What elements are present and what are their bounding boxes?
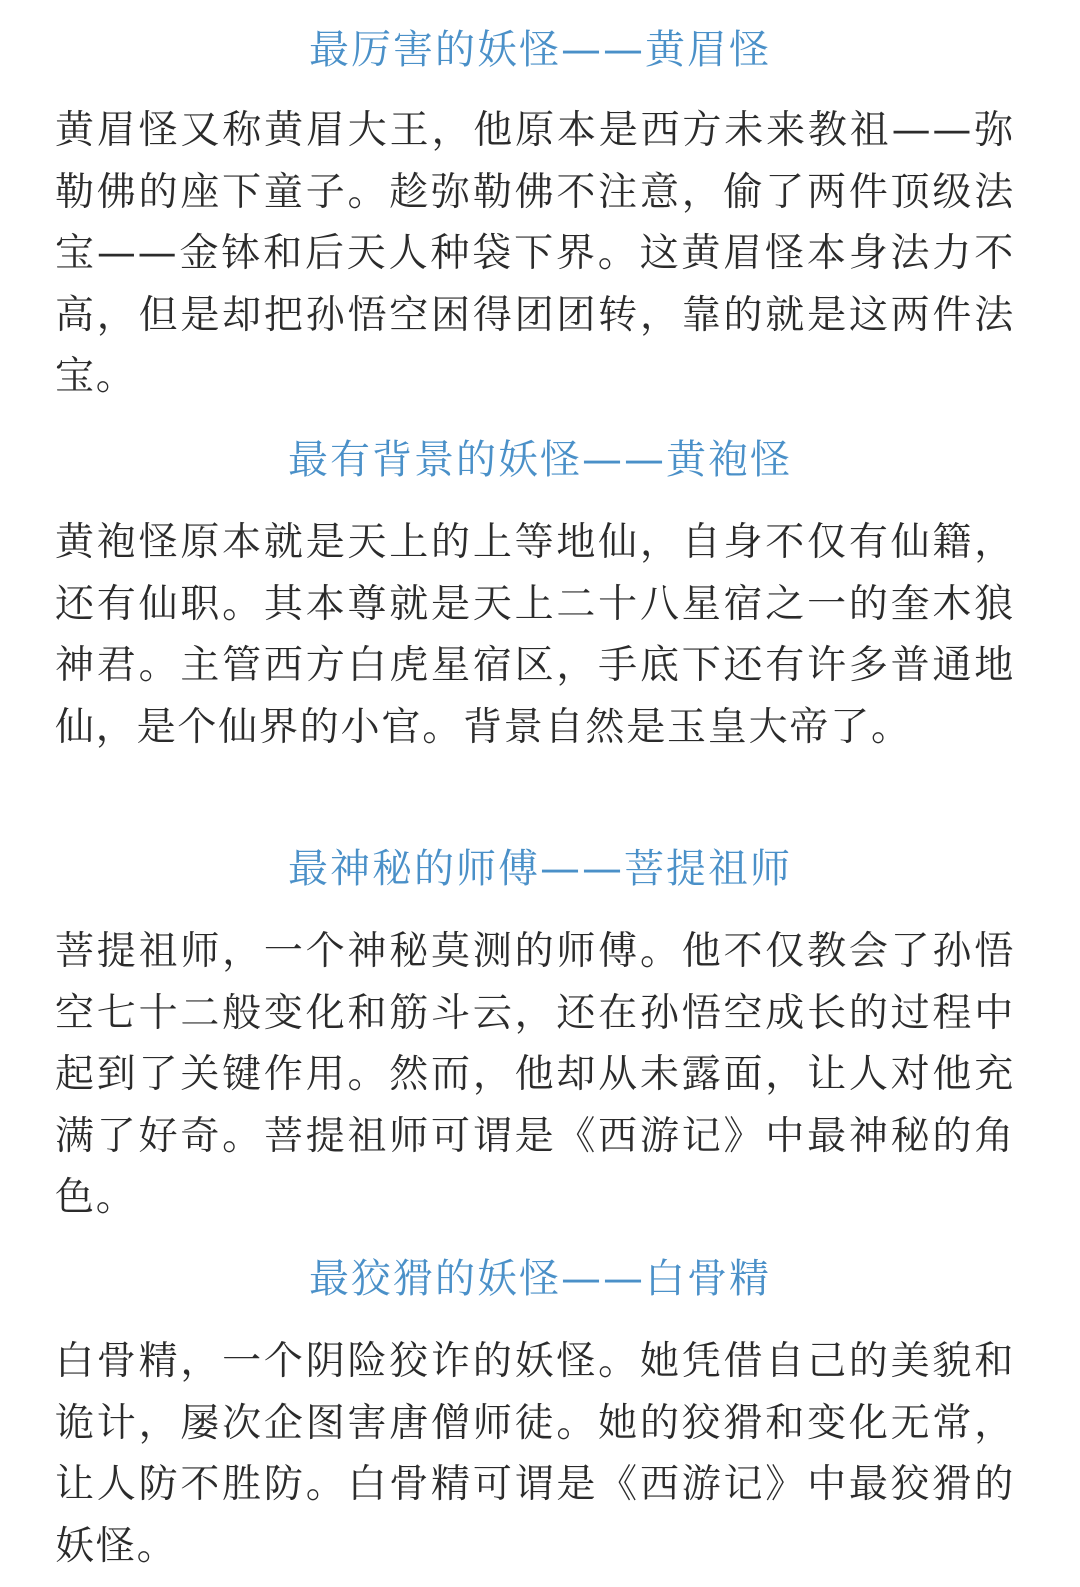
section-title-puti-zushi: 最神秘的师傅——菩提祖师 bbox=[288, 846, 792, 892]
section-body-puti-zushi: 菩提祖师，一个神秘莫测的师傅。他不仅教会了孙悟空七十二般变化和筋斗云，还在孙悟空成长的过程中起到了关键作用。然而，他却从未露面，让人对他充满了好奇。菩提祖师可谓是《西游记》中最神秘的角色。 bbox=[55, 929, 1015, 1220]
section-title-baigujing: 最狡猾的妖怪——白骨精 bbox=[309, 1256, 771, 1302]
section-body-huangpaoguai: 黄袍怪原本就是天上的上等地仙，自身不仅有仙籍，还有仙职。其本尊就是天上二十八星宿之一的奎木狼神君。主管西方白虎星宿区，手底下还有许多普通地仙，是个仙界的小官。背景自然是玉皇大帝了。 bbox=[55, 520, 1015, 750]
section-body-baigujing: 白骨精，一个阴险狡诈的妖怪。她凭借自己的美貌和诡计，屡次企图害唐僧师徒。她的狡猾和变化无常，让人防不胜防。白骨精可谓是《西游记》中最狡猾的妖怪。 bbox=[55, 1339, 1015, 1569]
section-title-huangpaoguai: 最有背景的妖怪——黄袍怪 bbox=[288, 437, 792, 483]
section-title-huangmeiguai: 最厉害的妖怪——黄眉怪 bbox=[309, 27, 771, 73]
section-body-huangmeiguai: 黄眉怪又称黄眉大王，他原本是西方未来教祖——弥勒佛的座下童子。趁弥勒佛不注意，偷了两件顶级法宝——金钵和后天人种袋下界。这黄眉怪本身法力不高，但是却把孙悟空困得团团转，靠的就是这两件法宝。 bbox=[55, 108, 1015, 399]
